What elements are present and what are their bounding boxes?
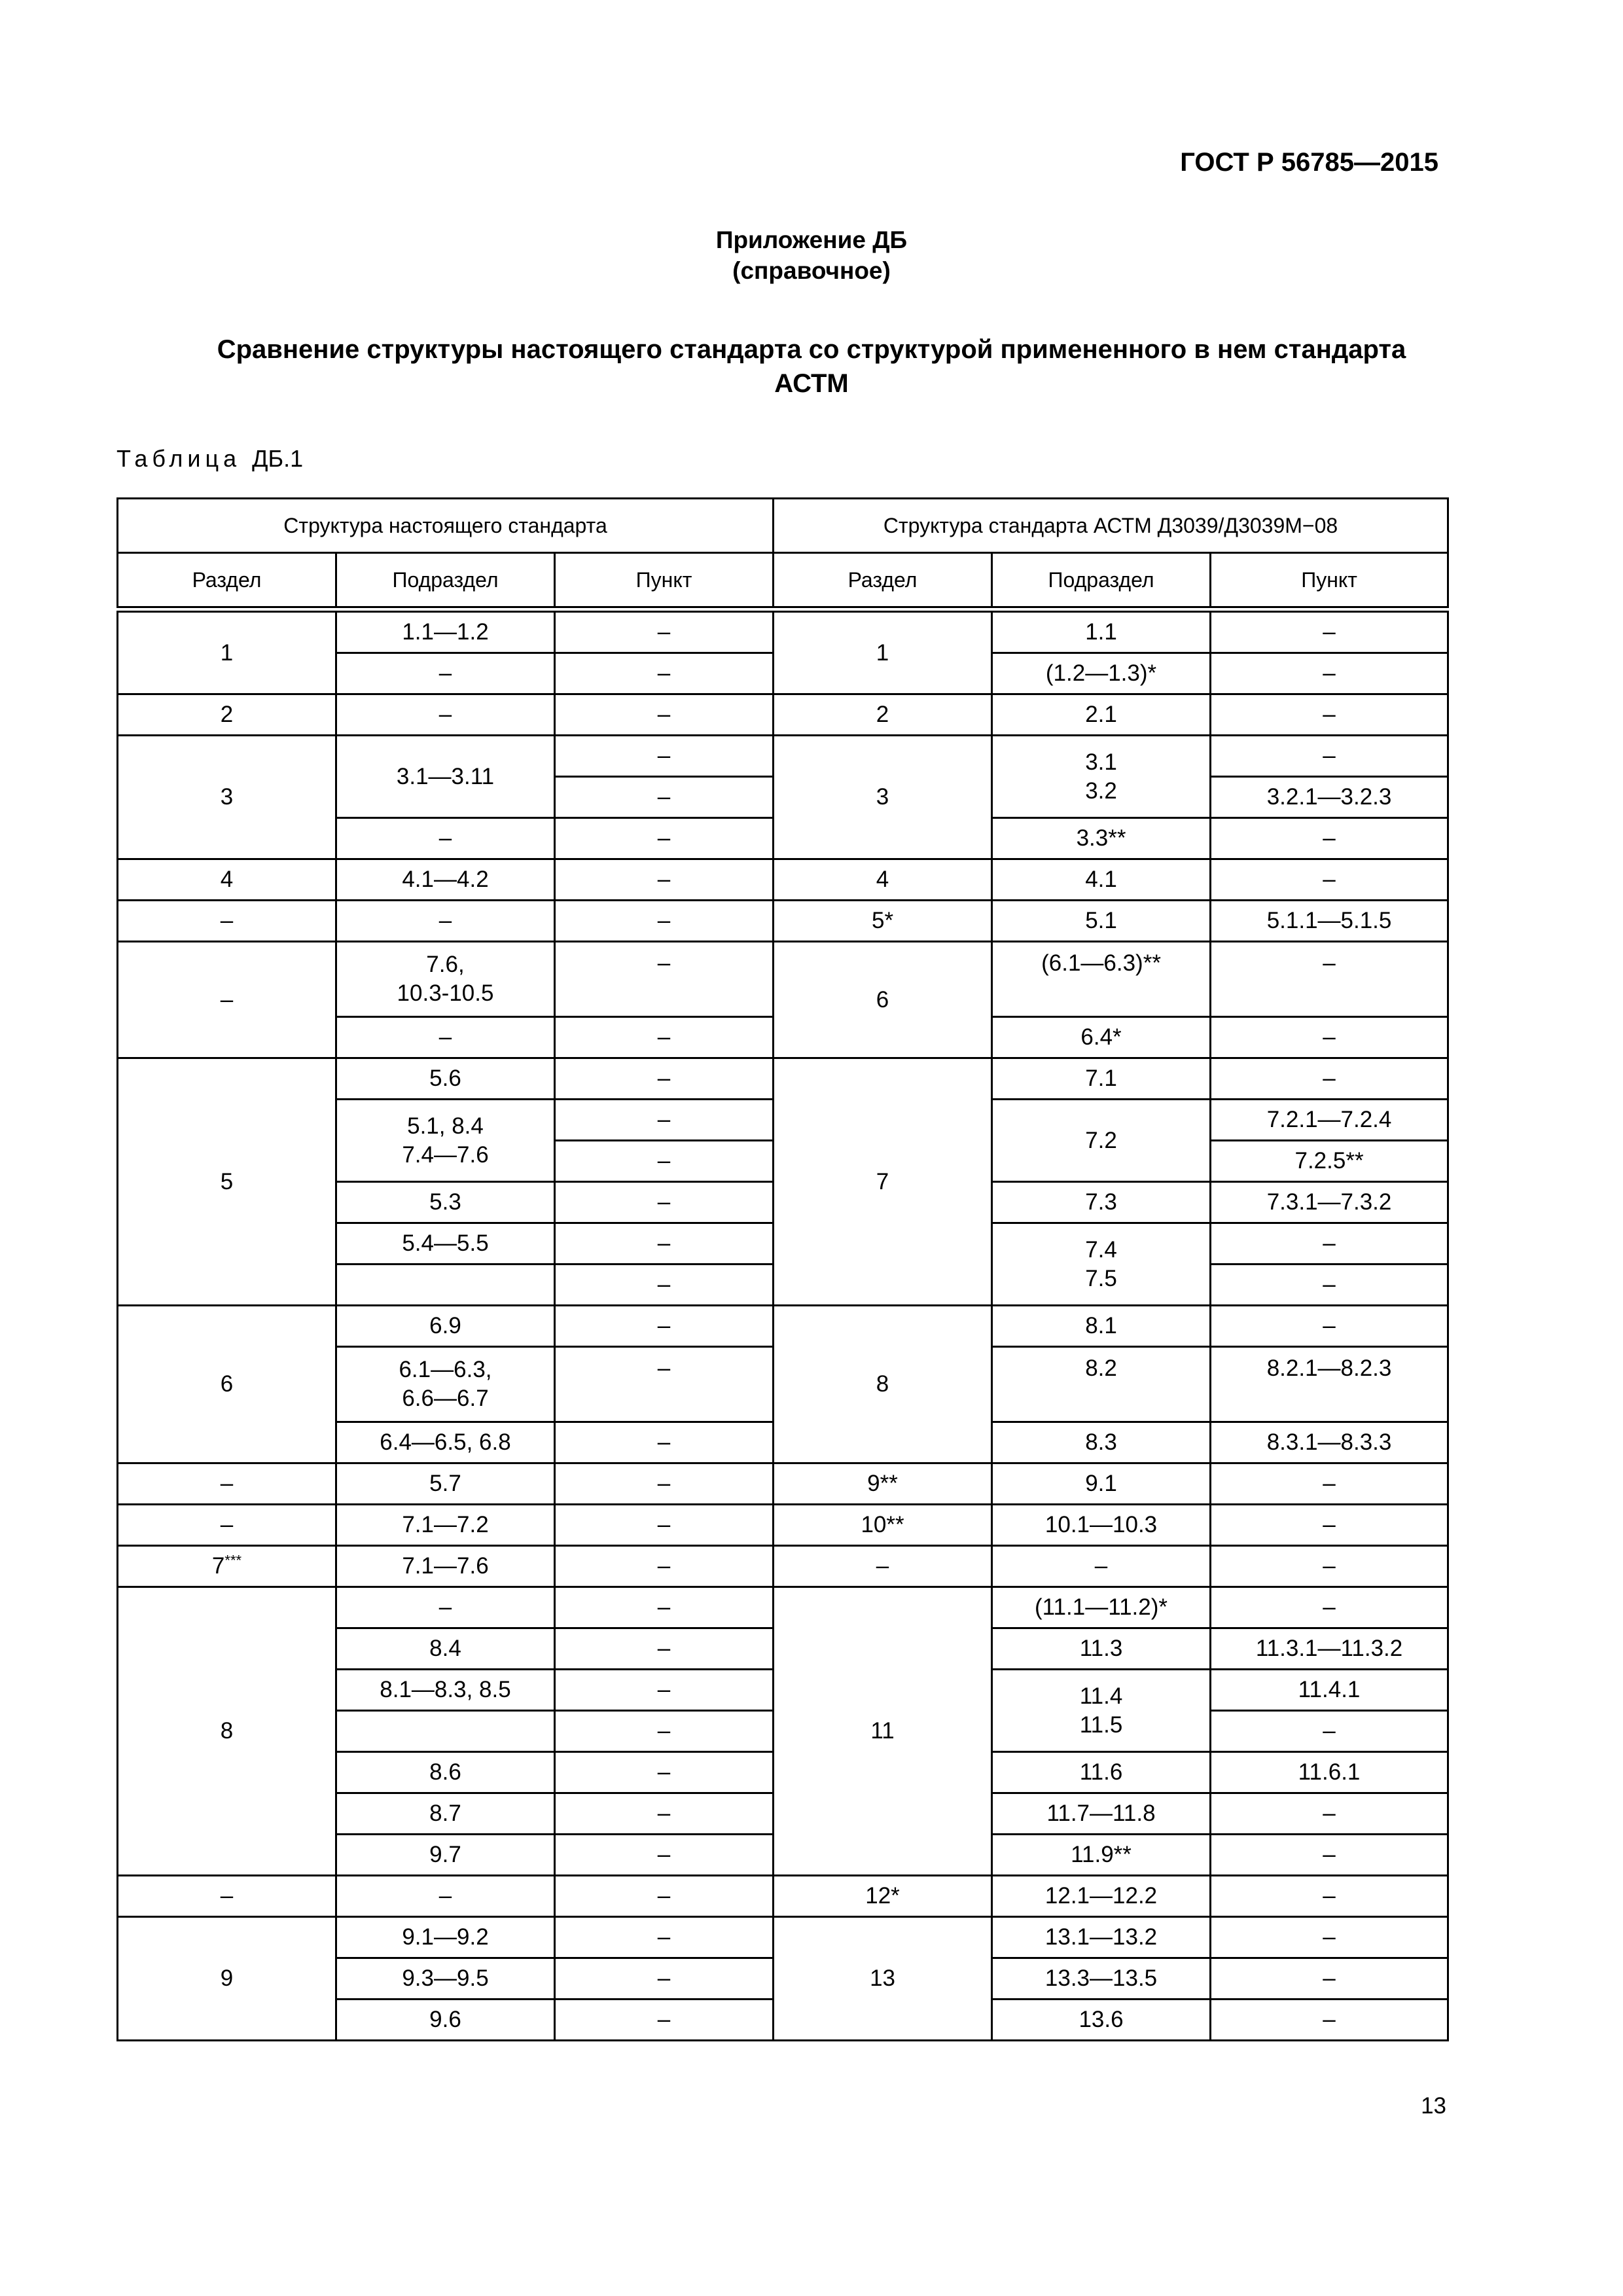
table-row: [118, 609, 1448, 653]
table-cell: 8.2.1—8.2.3: [1211, 1347, 1448, 1422]
table-cell: –: [555, 1752, 774, 1793]
table-cell: 8.7: [336, 1793, 555, 1835]
table-cell: 5.1.1—5.1.5: [1211, 901, 1448, 942]
table-row: [118, 1587, 1448, 1628]
table-cell: –: [336, 901, 555, 942]
table-cell: (6.1—6.3)**: [992, 942, 1211, 1017]
table-cell: –: [1211, 1917, 1448, 1958]
table-cell: –: [555, 1917, 774, 1958]
table-row: [118, 1058, 1448, 1100]
table-cell: –: [336, 1587, 555, 1628]
col-header-astm-section: Раздел: [774, 553, 992, 610]
table-cell: –: [1211, 1958, 1448, 2000]
group-header-astm: Структура стандарта АСТМ Д3039/Д3039М−08: [774, 499, 1448, 553]
table-label: [116, 445, 303, 473]
cell-line: 11.4: [1079, 1683, 1123, 1709]
table-cell: –: [555, 1182, 774, 1223]
table-cell: 7.1—7.2: [336, 1505, 555, 1546]
cell-line: 10.3-10.5: [397, 980, 494, 1006]
table-cell: –: [555, 901, 774, 942]
table-cell: –: [1211, 859, 1448, 901]
table-cell: 13: [774, 1917, 992, 2041]
table-cell: –: [555, 1265, 774, 1306]
table-cell: 1.1: [992, 609, 1211, 653]
table-cell: 11.7—11.8: [992, 1793, 1211, 1835]
table-cell: 9.3—9.5: [336, 1958, 555, 2000]
table-cell: –: [336, 694, 555, 736]
table-cell: –: [555, 1958, 774, 2000]
table-cell: [992, 736, 1211, 818]
table-cell: –: [118, 942, 336, 1058]
cell-line: 7.4—7.6: [402, 1141, 489, 1168]
table-cell: –: [555, 653, 774, 694]
table-cell: 11.6: [992, 1752, 1211, 1793]
table-cell: 8.3.1—8.3.3: [1211, 1422, 1448, 1463]
table-row: [118, 942, 1448, 1017]
table-cell: –: [555, 1505, 774, 1546]
table-cell: –: [555, 1463, 774, 1505]
table-cell: (1.2—1.3)*: [992, 653, 1211, 694]
table-cell: 13.3—13.5: [992, 1958, 1211, 2000]
table-cell: 10.1—10.3: [992, 1505, 1211, 1546]
table-label-id: ДБ.1: [252, 445, 304, 472]
table-cell: 5*: [774, 901, 992, 942]
table-cell: –: [555, 1546, 774, 1587]
table-row: [118, 1306, 1448, 1347]
col-header-section: Раздел: [118, 553, 336, 610]
table-cell: –: [1211, 2000, 1448, 2041]
table-cell: –: [118, 1876, 336, 1917]
col-header-subsection: Подраздел: [336, 553, 555, 610]
col-header-astm-clause: Пункт: [1211, 553, 1448, 610]
table-cell: 11.6.1: [1211, 1752, 1448, 1793]
table-cell: 6: [118, 1306, 336, 1463]
cell-line: 5.1, 8.4: [407, 1113, 484, 1139]
table-cell: –: [555, 1835, 774, 1876]
table-cell: –: [555, 1587, 774, 1628]
table-cell: –: [1211, 1306, 1448, 1347]
table-group-header-row: [118, 499, 1448, 553]
table-row: [118, 901, 1448, 942]
table-cell: –: [1211, 609, 1448, 653]
table-cell: –: [336, 1017, 555, 1058]
table-row: [118, 1876, 1448, 1917]
table-label-word: Таблица: [116, 445, 241, 472]
table-cell: 5.4—5.5: [336, 1223, 555, 1265]
annex-title: Приложение ДБ: [715, 226, 908, 253]
table-cell: 7.2: [992, 1100, 1211, 1182]
table-cell: –: [1211, 1265, 1448, 1306]
table-cell: 10**: [774, 1505, 992, 1546]
table-cell: –: [774, 1546, 992, 1587]
table-cell: [992, 1223, 1211, 1306]
table-cell: –: [555, 1876, 774, 1917]
table-cell: –: [555, 694, 774, 736]
table-cell: [992, 1670, 1211, 1752]
table-cell: –: [555, 1422, 774, 1463]
table-cell: 7.1: [992, 1058, 1211, 1100]
table-cell: 3.2.1—3.2.3: [1211, 777, 1448, 818]
table-cell: –: [1211, 736, 1448, 777]
table-row: [118, 736, 1448, 777]
table-cell: –: [555, 859, 774, 901]
table-cell: –: [555, 777, 774, 818]
table-cell: 3: [774, 736, 992, 859]
table-cell: 11: [774, 1587, 992, 1876]
table-cell: 8.6: [336, 1752, 555, 1793]
table-cell: –: [992, 1546, 1211, 1587]
table-cell: 7.3.1—7.3.2: [1211, 1182, 1448, 1223]
table-cell: –: [555, 1223, 774, 1265]
cell-line: 11.5: [1079, 1712, 1123, 1738]
table-cell: –: [555, 1306, 774, 1347]
table-cell: –: [1211, 1835, 1448, 1876]
table-cell: –: [1211, 1876, 1448, 1917]
table-cell: 13.6: [992, 2000, 1211, 2041]
table-cell: 7.2.1—7.2.4: [1211, 1100, 1448, 1141]
cell-line: 3.1: [1085, 749, 1117, 775]
table-cell: 7.3: [992, 1182, 1211, 1223]
table-cell: 8.1—8.3, 8.5: [336, 1670, 555, 1711]
table-cell: –: [555, 1141, 774, 1182]
table-cell: –: [1211, 1546, 1448, 1587]
table-cell: –: [1211, 1793, 1448, 1835]
table-cell: 9.6: [336, 2000, 555, 2041]
table-cell: –: [555, 818, 774, 859]
structure-comparison-table: [116, 497, 1449, 2041]
table-cell: 8.3: [992, 1422, 1211, 1463]
table-cell: 2: [118, 694, 336, 736]
table-cell: 5: [118, 1058, 336, 1306]
section-title-line2: АСТМ: [774, 369, 849, 398]
table-cell: –: [555, 1347, 774, 1422]
table-cell: –: [336, 818, 555, 859]
annex-subtitle: (справочное): [732, 257, 891, 284]
table-cell: –: [1211, 1505, 1448, 1546]
table-cell: 4: [118, 859, 336, 901]
table-cell: 9**: [774, 1463, 992, 1505]
table-cell: 8.1: [992, 1306, 1211, 1347]
table-cell: 3: [118, 736, 336, 859]
table-cell: –: [118, 1463, 336, 1505]
table-row: [118, 1917, 1448, 1958]
col-header-clause: Пункт: [555, 553, 774, 610]
table-cell: 1.1—1.2: [336, 609, 555, 653]
document-code: ГОСТ Р 56785—2015: [1180, 148, 1438, 177]
col-header-astm-subsection: Подраздел: [992, 553, 1211, 610]
table-cell: 9.7: [336, 1835, 555, 1876]
table-cell: –: [118, 1505, 336, 1546]
table-cell: –: [1211, 1463, 1448, 1505]
table-cell: –: [555, 1100, 774, 1141]
table-cell: 3.1—3.11: [336, 736, 555, 818]
table-cell: 3.3**: [992, 818, 1211, 859]
table-cell: –: [1211, 653, 1448, 694]
table-cell: –: [555, 1017, 774, 1058]
table-cell: 8: [774, 1306, 992, 1463]
table-row: [118, 1463, 1448, 1505]
table-cell: –: [555, 1711, 774, 1752]
table-cell: –: [1211, 1711, 1448, 1752]
table-column-header-row: [118, 553, 1448, 610]
table-cell: 5.6: [336, 1058, 555, 1100]
table-cell: 11.4.1: [1211, 1670, 1448, 1711]
cell-line: 7.4: [1085, 1236, 1117, 1263]
table-cell: 11.3.1—11.3.2: [1211, 1628, 1448, 1670]
table-cell: 13.1—13.2: [992, 1917, 1211, 1958]
cell-line: 6.1—6.3,: [399, 1357, 492, 1382]
table-cell: –: [1211, 1223, 1448, 1265]
table-cell: –: [118, 901, 336, 942]
table-cell: 4.1—4.2: [336, 859, 555, 901]
table-cell: –: [555, 1670, 774, 1711]
table-cell: 1: [774, 609, 992, 694]
section-title: [131, 332, 1492, 401]
footnote-mark: ***: [224, 1552, 242, 1569]
table-row: [118, 1505, 1448, 1546]
table-row: [118, 694, 1448, 736]
table-cell: 4.1: [992, 859, 1211, 901]
cell-line: 6.6—6.7: [402, 1386, 489, 1411]
table-cell: 12.1—12.2: [992, 1876, 1211, 1917]
table-row: [118, 1546, 1448, 1587]
cell-line: 3.2: [1085, 778, 1117, 804]
table-cell: [336, 1347, 555, 1422]
section-title-line1: Сравнение структуры настоящего стандарта со структурой примененного в нем стандарта: [217, 335, 1406, 364]
cell-text: 7: [211, 1553, 225, 1579]
table-cell: [336, 1100, 555, 1182]
table-cell: 12*: [774, 1876, 992, 1917]
table-cell: 9.1: [992, 1463, 1211, 1505]
table-cell: –: [555, 2000, 774, 2041]
table-cell: –: [336, 653, 555, 694]
table-cell: 7.1—7.6: [336, 1546, 555, 1587]
table-cell: –: [1211, 1058, 1448, 1100]
table-cell: [118, 1546, 336, 1587]
table-cell: 5.3: [336, 1182, 555, 1223]
table-cell: 11.9**: [992, 1835, 1211, 1876]
annex-heading: [0, 224, 1623, 286]
page-number: 13: [1421, 2093, 1446, 2119]
table-cell: –: [1211, 1587, 1448, 1628]
group-header-current: Структура настоящего стандарта: [118, 499, 774, 553]
table-cell: 6.4—6.5, 6.8: [336, 1422, 555, 1463]
table-cell: 9: [118, 1917, 336, 2041]
table-row: [118, 859, 1448, 901]
table-cell: 7.2.5**: [1211, 1141, 1448, 1182]
table-cell: 5.1: [992, 901, 1211, 942]
table-cell: 1: [118, 609, 336, 694]
table-cell: –: [555, 609, 774, 653]
table-cell: 8: [118, 1587, 336, 1876]
table-cell: 6.4*: [992, 1017, 1211, 1058]
table-cell: –: [555, 1058, 774, 1100]
table-cell: –: [555, 1628, 774, 1670]
cell-line: 7.5: [1085, 1265, 1117, 1291]
table-cell: [336, 942, 555, 1017]
table-cell: –: [555, 736, 774, 777]
table-cell: 2: [774, 694, 992, 736]
table-cell: –: [1211, 818, 1448, 859]
table-cell: 5.7: [336, 1463, 555, 1505]
table-cell: [336, 1711, 555, 1752]
table-cell: –: [1211, 942, 1448, 1017]
table-cell: (11.1—11.2)*: [992, 1587, 1211, 1628]
table-cell: 7: [774, 1058, 992, 1306]
table-cell: 11.3: [992, 1628, 1211, 1670]
table-cell: –: [336, 1876, 555, 1917]
table-cell: 4: [774, 859, 992, 901]
cell-line: 7.6,: [426, 952, 465, 977]
table-cell: –: [1211, 1017, 1448, 1058]
table-cell: 6.9: [336, 1306, 555, 1347]
table-cell: –: [555, 942, 774, 1017]
table-cell: 9.1—9.2: [336, 1917, 555, 1958]
table-cell: 6: [774, 942, 992, 1058]
table-cell: 2.1: [992, 694, 1211, 736]
table-cell: –: [1211, 694, 1448, 736]
table-cell: 8.2: [992, 1347, 1211, 1422]
table-cell: –: [555, 1793, 774, 1835]
table-cell: [336, 1265, 555, 1306]
table-cell: 8.4: [336, 1628, 555, 1670]
